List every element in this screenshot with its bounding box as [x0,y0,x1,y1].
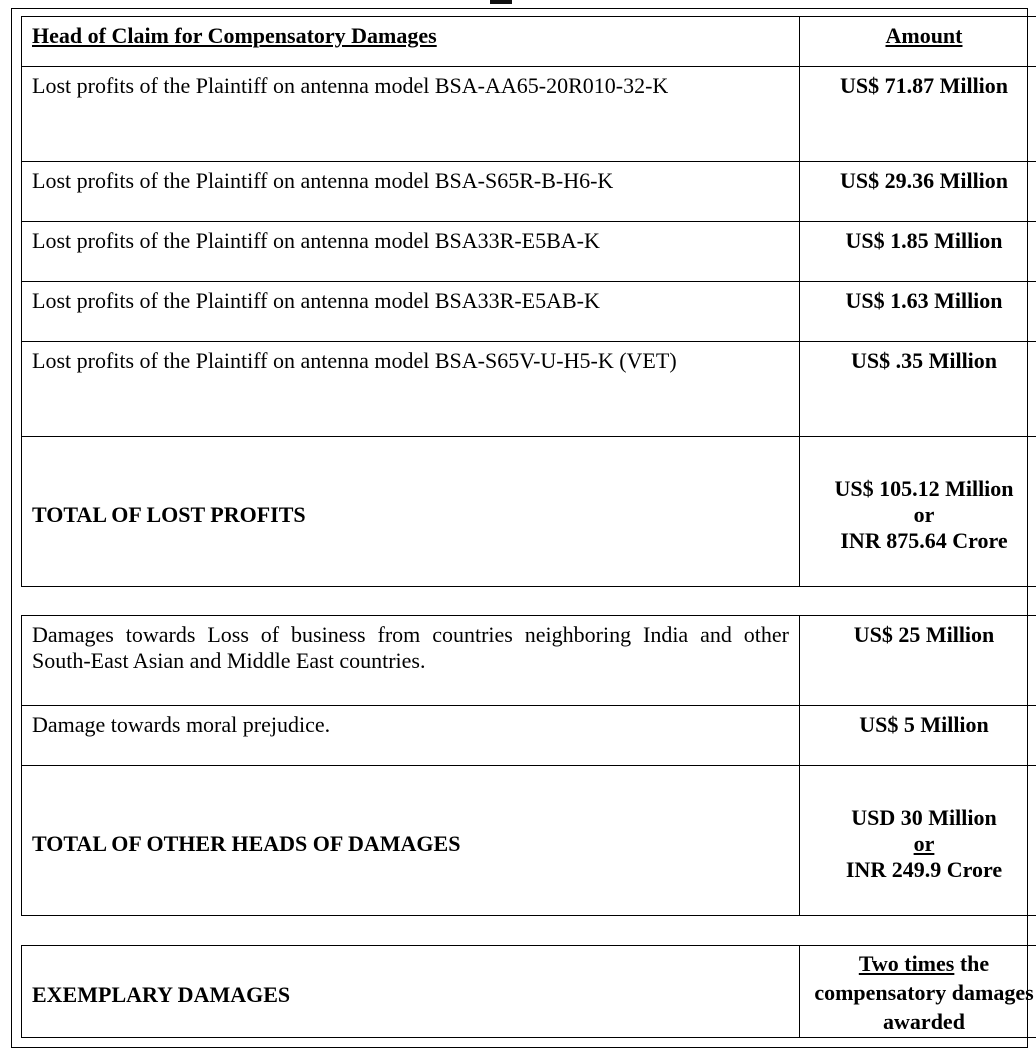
the-text: the [954,951,990,976]
lost-profits-table [21,16,1036,587]
claim-amount-cell: US$ 1.85 Million [800,222,1036,282]
total-lost-profits-amount [800,437,1036,587]
claim-amount-cell: US$ 71.87 Million [800,67,1036,162]
table-row [22,67,1036,162]
table-row [22,946,1036,1038]
total-or: or [913,830,935,856]
total-row [22,437,1036,587]
total-inr: INR 249.9 Crore [845,856,1003,882]
total-or: or [913,501,935,527]
amount-column-header: Amount [800,17,1036,67]
claim-head-cell: Lost profits of the Plaintiff on antenna model BSA-S65V-U-H5-K (VET) [22,342,800,437]
other-damages-table [21,615,1036,916]
total-row [22,766,1036,916]
table-row [22,222,1036,282]
claim-head-cell: Lost profits of the Plaintiff on antenna model BSA-AA65-20R010-32-K [22,67,800,162]
table-row [22,616,1036,706]
exemplary-damages-label: EXEMPLARY DAMAGES [22,946,800,1038]
claim-head-cell: Damages towards Loss of business from countries neighboring India and other South-East Asian and Middle East countries. [22,616,800,706]
exemplary-amount-line1 [804,949,1036,978]
exemplary-damages-amount [800,946,1036,1038]
claim-head-cell: Lost profits of the Plaintiff on antenna model BSA33R-E5AB-K [22,282,800,342]
head-column-header: Head of Claim for Compensatory Damages [22,17,800,67]
claim-head-cell: Lost profits of the Plaintiff on antenna model BSA33R-E5BA-K [22,222,800,282]
total-usd: USD 30 Million [851,804,997,830]
total-inr: INR 875.64 Crore [840,527,1008,553]
total-lost-profits-label: TOTAL OF LOST PROFITS [22,437,800,587]
page-top-mark [490,0,512,4]
claim-amount-cell: US$ 25 Million [800,616,1036,706]
two-times-text: Two times [858,951,955,976]
claim-amount-cell: US$ 5 Million [800,706,1036,766]
claim-head-cell: Damage towards moral prejudice. [22,706,800,766]
table-row [22,282,1036,342]
total-other-damages-label: TOTAL OF OTHER HEADS OF DAMAGES [22,766,800,916]
exemplary-damages-table [21,945,1036,1038]
claim-amount-cell: US$ 29.36 Million [800,162,1036,222]
table-row [22,706,1036,766]
table-row [22,162,1036,222]
claim-amount-cell: US$ .35 Million [800,342,1036,437]
table-header-row [22,17,1036,67]
exemplary-amount-line2: compensatory damages awarded [814,980,1034,1034]
claim-amount-cell: US$ 1.63 Million [800,282,1036,342]
claim-head-cell: Lost profits of the Plaintiff on antenna model BSA-S65R-B-H6-K [22,162,800,222]
total-usd: US$ 105.12 Million [834,475,1014,501]
table-row [22,342,1036,437]
total-other-damages-amount [800,766,1036,916]
